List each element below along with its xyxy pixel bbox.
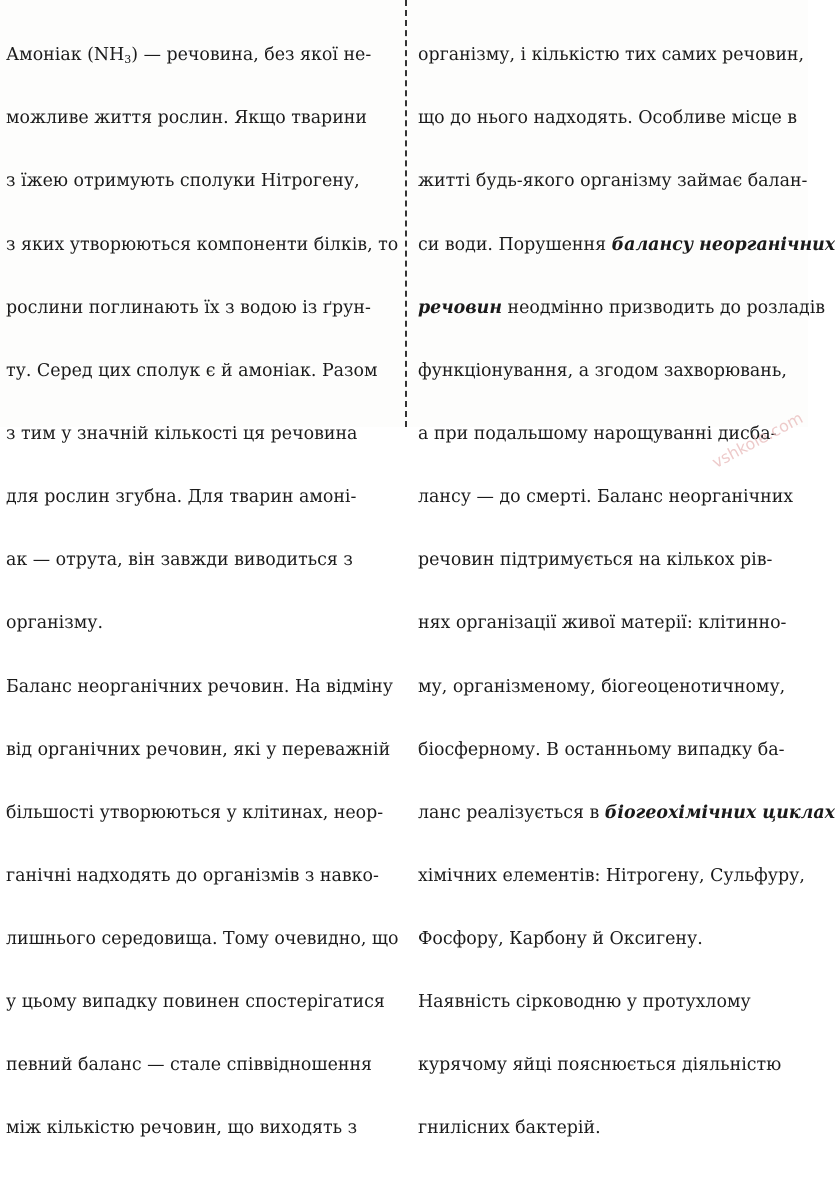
text-line: речовин підтримується на кількох рів- <box>418 550 773 571</box>
text-line: можливе життя рослин. Якщо тварини <box>6 108 367 129</box>
text-line: житті будь-якого організму займає балан- <box>418 171 808 192</box>
text-line: з яких утворюються компоненти білків, то <box>6 234 399 255</box>
text-line: си води. Порушення балансу неорганічних <box>418 234 835 255</box>
text-line: а при подальшому нарощуванні дисба- <box>418 423 777 444</box>
key-term: балансу неорганічних <box>611 234 835 255</box>
text-line: організму. <box>6 613 104 634</box>
text-line: з тим у значній кількості ця речовина <box>6 423 358 444</box>
text-line: з їжею отримують сполуки Нітрогену, <box>6 171 360 192</box>
text-line: Фосфору, Карбону й Оксигену. <box>418 929 703 950</box>
text-line: у цьому випадку повинен спостерігатися <box>6 992 385 1013</box>
subscript: 3 <box>124 53 132 67</box>
text-line: му, організменому, біогеоценотичному, <box>418 676 786 697</box>
right-column <box>418 3 835 1182</box>
text-line: для рослин згубна. Для тварин амоні- <box>6 487 357 508</box>
text-line: більшості утворюються у клітинах, неор- <box>6 802 384 823</box>
text-line: організму, і кількістю тих самих речовин, <box>418 45 805 66</box>
text-line: лансу — до смерті. Баланс неорганічних <box>418 487 794 508</box>
text-line: курячому яйці пояснюється діяльністю <box>418 1055 782 1076</box>
text-line: Амоніак $(NH_3)$ — речовина, без якої не- <box>6 45 372 67</box>
left-column <box>6 3 399 1182</box>
key-term: біогеохімічних циклах <box>604 802 835 823</box>
text-line: ту. Серед цих сполук є й амоніак. Разом <box>6 360 378 381</box>
text-line: Наявність сірководню у протухлому <box>418 992 751 1013</box>
text-line: Баланс неорганічних речовин. На відміну <box>6 676 394 697</box>
text-line: лишнього середовища. Тому очевидно, що <box>6 929 399 950</box>
text-line: біосферному. В останньому випадку ба- <box>418 739 785 760</box>
text-line: гнилісних бактерій. <box>418 1118 601 1139</box>
site-watermark: vshkole.com <box>708 408 806 472</box>
text-line: що до нього надходять. Особливе місце в <box>418 108 798 129</box>
key-term: речовин <box>418 297 502 318</box>
column-divider <box>405 0 407 427</box>
text-line: рослини поглинають їх з водою із ґрун- <box>6 297 371 318</box>
text-line: ганічні надходять до організмів з навко- <box>6 865 379 886</box>
text-line: між кількістю речовин, що виходять з <box>6 1118 358 1139</box>
text-line: від органічних речовин, які у переважній <box>6 739 391 760</box>
text-line: ак — отрута, він завжди виводиться з <box>6 550 353 571</box>
text-line: речовин неодмінно призводить до розладів <box>418 297 826 318</box>
text-line: хімічних елементів: Нітрогену, Сульфуру, <box>418 865 805 886</box>
text-line: певний баланс — стале співвідношення <box>6 1055 373 1076</box>
text-line: нях організації живої матерії: клітинно- <box>418 613 787 634</box>
text-line: функціонування, а згодом захворювань, <box>418 360 787 381</box>
text-line: ланс реалізується в біогеохімічних циклах <box>418 802 835 823</box>
